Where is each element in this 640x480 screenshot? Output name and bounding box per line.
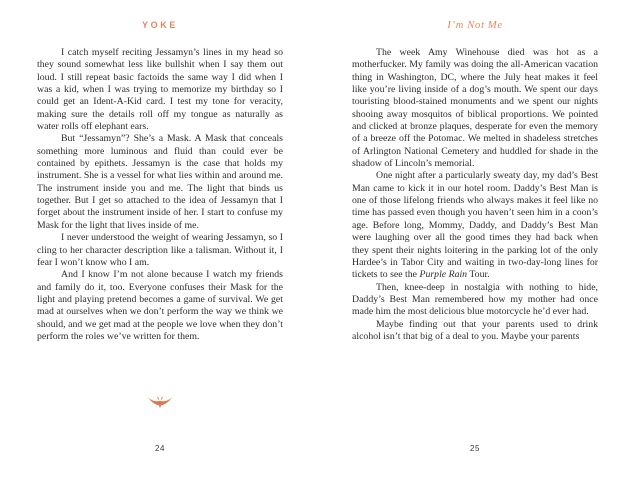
paragraph: Maybe finding out that your parents used to drink alcohol isn’t that big of a deal to you. Maybe your parents xyxy=(352,318,598,342)
paragraph-segment: Tour. xyxy=(467,269,490,281)
paragraph-segment: One night after a particularly sweaty day, my dad’s Best Man came to kick it in our hotel room. Daddy’s Best Man is one of those lifelong friends who always makes it feel like no time has passed even though you haven’t seen him in a coon’s age. Before long, Mommy, Daddy, and Daddy’s Best Man were laughing over all the good times they had back when they spent their nights loitering in the parking lot of the only Hardee’s in Tabor City and waiting in two-day-long lines for tickets to see the xyxy=(352,170,598,281)
right-page-body xyxy=(352,47,598,343)
left-page-body xyxy=(37,47,283,343)
paragraph: I never understood the weight of wearing Jessamyn, so I cling to her character description like a talisman. Without it, I fear I won’t know who I am. xyxy=(37,232,283,268)
left-page-column xyxy=(37,0,283,480)
right-page-column xyxy=(352,0,598,480)
paragraph: I catch myself reciting Jessamyn’s lines in my head so they sound somewhat less like bullshit when I say them out loud. I still repeat basic factoids the same way I did when I was a kid, when I was trying to memorize my birthday so I could get an Ident-A-Kid card. I test my tone for veracity, making sure the details roll off my tongue as naturally as water rolls off elephant ears. xyxy=(37,47,283,133)
paragraph xyxy=(352,170,598,281)
paragraph: Then, knee-deep in nostalgia with nothing to hide, Daddy’s Best Man remembered how my mother had once made him the most delicious blue motorcycle he’d ever had. xyxy=(352,281,598,318)
paragraph: But “Jessamyn”? She’s a Mask. A Mask that conceals something more luminous and fluid than could ever be contained by epithets. Jessamyn is the case that holds my instrument. She is a vessel for what lies within and around me. The instrument inside you and me. The light that binds us together. But I get so attached to the idea of Jessamyn that I forget about the instrument inside of her. I start to confuse my Mask for the light that lives inside of me. xyxy=(37,133,283,231)
running-head-chapter-title: I’m Not Me xyxy=(447,20,503,31)
right-page xyxy=(320,0,640,480)
paragraph: The week Amy Winehouse died was hot as a motherfucker. My family was doing the all-American vacation thing in Washington, DC, where the July heat makes it feel like you’re living inside of a dog’s mouth. We spent our days touristing blood-stained monuments and we spent our nights shooing away mosquitos of biblical proportions. We pointed and clicked at bronze plaques, desperate for even the memory of a breeze off the Potomac. We melted in shadeless stretches of Arlington National Cemetery and huddled for shade in the shadow of Lincoln’s memorial. xyxy=(352,47,598,170)
paragraph: And I know I’m not alone because I watch my friends and family do it, too. Everyone confuses their Mask for the light and playing pretend becomes a game of survival. We get mad at ourselves when we don’t perform the way we think we should, and we get mad at the people we love when they don’t perform the roles we’ve written for them. xyxy=(37,269,283,342)
moth-ornament-icon xyxy=(37,396,283,410)
page-number-right: 25 xyxy=(470,444,480,453)
running-head-book-title: YOKE xyxy=(142,20,178,30)
italic-title-segment: Purple Rain xyxy=(419,269,468,281)
page-number-left: 24 xyxy=(155,444,165,453)
